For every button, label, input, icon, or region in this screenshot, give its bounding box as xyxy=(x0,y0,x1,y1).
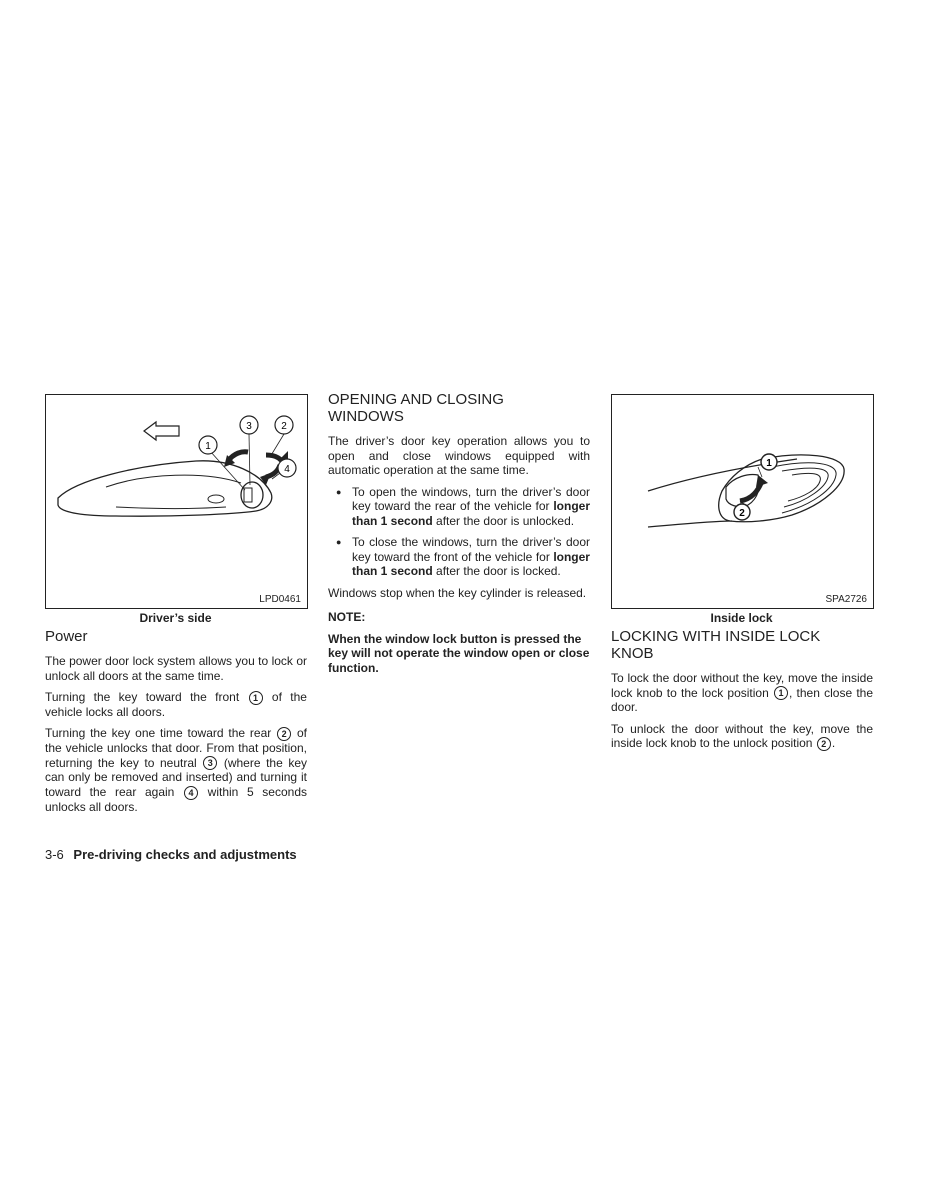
note-body: When the window lock button is pressed the key will not operate the window open or close function. xyxy=(328,631,590,675)
callout-2 xyxy=(275,416,293,434)
callout-ref: 2 xyxy=(277,727,291,741)
callout-2 xyxy=(734,504,750,520)
paragraph: The power door lock system allows you to lock or unlock all doors at the same time. xyxy=(45,654,307,683)
handle-outline xyxy=(58,461,272,516)
callout-1 xyxy=(761,454,777,470)
page-number: 3-6 xyxy=(45,847,64,862)
power-body xyxy=(45,654,307,821)
section-title: Pre-driving checks and adjustments xyxy=(73,847,297,862)
svg-text:2: 2 xyxy=(739,508,745,519)
paragraph: To lock the door without the key, move the inside lock knob to the lock position 1 , then close the door. xyxy=(611,671,874,715)
inside-lock-body xyxy=(611,671,873,758)
key-slot xyxy=(244,488,252,502)
handle-recess xyxy=(106,475,241,487)
door-trim-line xyxy=(648,521,732,527)
callout-ref: 1 xyxy=(249,691,263,705)
paragraph: The driver’s door key operation allows you to open and close windows equipped with automatic operation at the same time. xyxy=(328,434,590,477)
handle-recess-lower xyxy=(116,507,226,509)
paragraph: To unlock the door without the key, move the inside lock knob to the unlock position 2 . xyxy=(611,721,873,751)
page-footer xyxy=(45,847,297,862)
section-heading-inside-lock: LOCKING WITH INSIDE LOCK KNOB xyxy=(611,628,821,662)
svg-text:2: 2 xyxy=(281,421,287,432)
windows-body xyxy=(328,434,590,682)
paragraph: Turning the key one time toward the rear 2 of the vehicle unlocks that door. From that position, returning the key to neutral 3 (where the key can only be removed and inserted) and turning it toward the rear again 4 within 5 seconds unlocks all doors. xyxy=(45,726,308,814)
svg-text:1: 1 xyxy=(205,441,211,452)
callout-ref: 4 xyxy=(184,786,198,800)
section-heading-power: Power xyxy=(45,628,88,645)
note-title: NOTE: xyxy=(328,610,366,624)
callout-ref: 3 xyxy=(203,756,217,770)
svg-text:1: 1 xyxy=(766,458,772,469)
callout-3 xyxy=(240,416,258,434)
paragraph: Turning the key toward the front 1 of the vehicle locks all doors. xyxy=(45,690,307,719)
list-item: ● To open the windows, turn the driver’s door key toward the rear of the vehicle for longer than 1 second after the door is unlocked. xyxy=(328,485,590,529)
bullet-list xyxy=(328,485,590,579)
svg-text:3: 3 xyxy=(246,421,252,432)
section-heading-windows: OPENING AND CLOSING WINDOWS xyxy=(328,391,504,425)
callout-4 xyxy=(278,459,296,477)
paragraph: Windows stop when the key cylinder is released. xyxy=(328,585,587,600)
figure-code: LPD0461 xyxy=(259,594,301,605)
handle-button xyxy=(208,495,224,503)
figure-inside-lock xyxy=(611,394,874,609)
callout-1 xyxy=(199,436,217,454)
figure-caption: Driver’s side xyxy=(139,611,212,625)
door-handle-illustration xyxy=(46,395,307,608)
front-direction-arrow xyxy=(144,422,179,440)
callout-ref: 1 xyxy=(774,686,788,700)
figure-drivers-side xyxy=(45,394,308,609)
inside-lock-illustration xyxy=(612,395,873,608)
figure-caption: Inside lock xyxy=(710,611,773,625)
list-item: ● To close the windows, turn the driver’s door key toward the front of the vehicle for longer than 1 second after the door is locked. xyxy=(328,535,590,579)
svg-text:4: 4 xyxy=(284,464,290,475)
figure-code: SPA2726 xyxy=(825,594,867,605)
callout-ref: 2 xyxy=(817,737,831,751)
